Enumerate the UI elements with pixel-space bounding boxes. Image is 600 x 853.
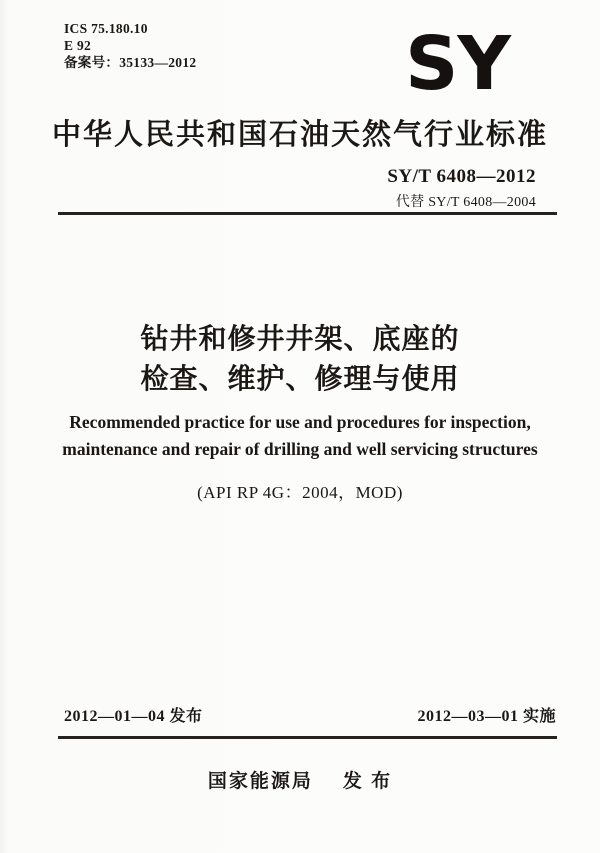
publisher-row (0, 766, 600, 793)
main-title-line-2: 检查、维护、修理与使用 (140, 363, 460, 394)
standard-category-title: 中华人民共和国石油天然气行业标准 (51, 119, 548, 151)
adoption-reference: (API RP 4G：2004，MOD) (197, 483, 403, 502)
sy-standard-logo: SY (405, 21, 510, 107)
implementation-date: 2012—03—01 实施 (417, 708, 556, 725)
replaced-standard-note: 代替 SY/T 6408—2004 (395, 195, 536, 210)
document-class-code: E 92 (64, 38, 92, 53)
header-divider-rule (58, 212, 557, 215)
main-title-chinese (0, 319, 600, 399)
record-number: 备案号：35133—2012 (64, 55, 197, 70)
document-meta-block (64, 20, 196, 71)
publisher-name: 国家能源局 (207, 771, 313, 792)
main-title-line-1: 钻井和修井井架、底座的 (140, 323, 460, 354)
english-title-line-2: maintenance and repair of drilling and well servicing structures (62, 439, 538, 459)
standard-code: SY/T 6408—2012 (387, 166, 536, 187)
english-title-line-1: Recommended practice for use and procedures for inspection, (69, 412, 531, 432)
ics-code: ICS 75.180.10 (64, 21, 148, 36)
footer-divider-rule (58, 736, 557, 739)
issue-date: 2012—01—04 发布 (64, 708, 203, 725)
standard-code-block (387, 166, 536, 211)
dates-row (64, 703, 556, 726)
main-title-english (0, 409, 600, 463)
publish-label: 发 布 (342, 771, 393, 792)
